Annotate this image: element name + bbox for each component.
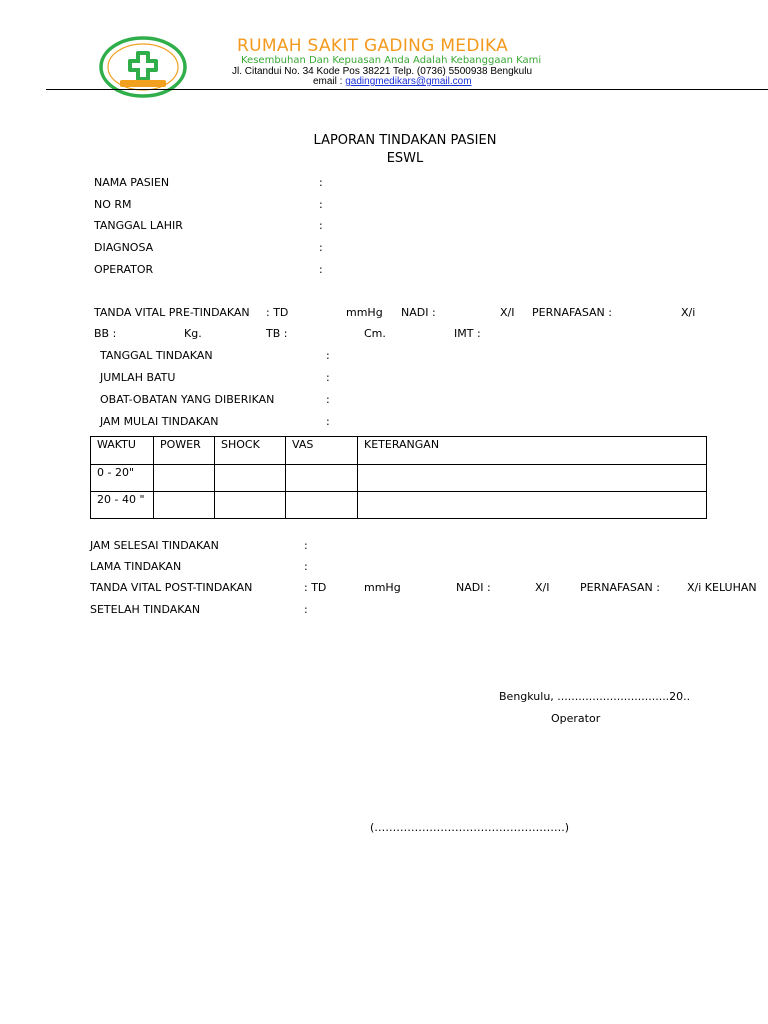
table-cell-shock [215, 465, 286, 492]
field-jumlah-batu-label: JUMLAH BATU [100, 371, 176, 384]
hospital-address: Jl. Citandui No. 34 Kode Pos 38221 Telp. (0736) 5500938 Bengkulu [232, 66, 533, 77]
table-header-keterangan: KETERANGAN [358, 437, 707, 465]
table-row [91, 465, 707, 492]
table-cell-waktu: 0 - 20" [91, 465, 154, 492]
email-label: email : [313, 76, 343, 87]
table-cell-keterangan [358, 465, 707, 492]
signature-place-date: Bengkulu, ................................20.. [499, 690, 691, 703]
vital-post-mmhg: mmHg [364, 581, 401, 594]
report-title: LAPORAN TINDAKAN PASIEN [313, 133, 497, 148]
vital-post-td: : TD [304, 581, 327, 594]
field-setelah-sep: : [304, 603, 308, 616]
vital-bb: BB : [94, 327, 117, 340]
report-subtitle: ESWL [386, 151, 424, 166]
table-header-shock: SHOCK [215, 437, 286, 465]
field-jam-mulai-sep: : [326, 415, 330, 428]
field-lama-label: LAMA TINDAKAN [90, 560, 182, 573]
eswl-table [90, 436, 707, 519]
field-nama-pasien-sep: : [319, 176, 323, 189]
table-header-row [91, 437, 707, 465]
field-lama-sep: : [304, 560, 308, 573]
field-diagnosa-sep: : [319, 241, 323, 254]
field-operator-label: OPERATOR [94, 263, 154, 276]
field-no-rm-label: NO RM [94, 198, 132, 211]
field-tanggal-tindakan-label: TANGGAL TINDAKAN [100, 349, 213, 362]
vital-kg: Kg. [184, 327, 202, 340]
signature-name-line: (…………………………………………….) [370, 821, 570, 834]
vital-pre-pernafasan-unit: X/i [681, 306, 696, 319]
field-jumlah-batu-sep: : [326, 371, 330, 384]
field-setelah-label: SETELAH TINDAKAN [90, 603, 201, 616]
table-cell-keterangan [358, 492, 707, 519]
email-link[interactable]: gadingmedikars@gmail.com [345, 76, 472, 87]
vital-imt: IMT : [454, 327, 481, 340]
field-diagnosa-label: DIAGNOSA [94, 241, 154, 254]
vital-cm: Cm. [364, 327, 386, 340]
field-operator-sep: : [319, 263, 323, 276]
vital-pre-label: TANDA VITAL PRE-TINDAKAN [94, 306, 250, 319]
vital-post-nadi: NADI : [456, 581, 491, 594]
table-cell-shock [215, 492, 286, 519]
vital-pre-pernafasan: PERNAFASAN : [532, 306, 612, 319]
vital-pre-nadi: NADI : [401, 306, 436, 319]
field-obat-sep: : [326, 393, 330, 406]
table-header-vas: VAS [286, 437, 358, 465]
table-row [91, 492, 707, 519]
vital-pre-mmhg: mmHg [346, 306, 383, 319]
field-jam-selesai-sep: : [304, 539, 308, 552]
vital-post-pernafasan-unit: X/i KELUHAN [687, 581, 757, 594]
table-cell-power [154, 465, 215, 492]
table-cell-power [154, 492, 215, 519]
field-tanggal-lahir-label: TANGGAL LAHIR [94, 219, 183, 232]
field-no-rm-sep: : [319, 198, 323, 211]
field-obat-label: OBAT-OBATAN YANG DIBERIKAN [100, 393, 275, 406]
header-divider [46, 89, 768, 90]
field-nama-pasien-label: NAMA PASIEN [94, 176, 170, 189]
signature-role: Operator [551, 712, 601, 725]
field-tanggal-lahir-sep: : [319, 219, 323, 232]
field-jam-selesai-label: JAM SELESAI TINDAKAN [90, 539, 219, 552]
table-cell-vas [286, 465, 358, 492]
hospital-motto: Kesembuhan Dan Kepuasan Anda Adalah Kebanggaan Kami [241, 55, 542, 66]
vital-post-pernafasan: PERNAFASAN : [580, 581, 660, 594]
hospital-name: RUMAH SAKIT GADING MEDIKA [237, 36, 509, 56]
table-cell-vas [286, 492, 358, 519]
field-jam-mulai-label: JAM MULAI TINDAKAN [100, 415, 219, 428]
field-tanggal-tindakan-sep: : [326, 349, 330, 362]
vital-tb: TB : [266, 327, 288, 340]
vital-pre-td: : TD [266, 306, 289, 319]
table-header-power: POWER [154, 437, 215, 465]
vital-post-nadi-unit: X/I [535, 581, 550, 594]
table-header-waktu: WAKTU [91, 437, 154, 465]
vital-post-label: TANDA VITAL POST-TINDAKAN [90, 581, 253, 594]
hospital-email-line [313, 76, 472, 87]
table-cell-waktu: 20 - 40 " [91, 492, 154, 519]
vital-pre-nadi-unit: X/I [500, 306, 515, 319]
